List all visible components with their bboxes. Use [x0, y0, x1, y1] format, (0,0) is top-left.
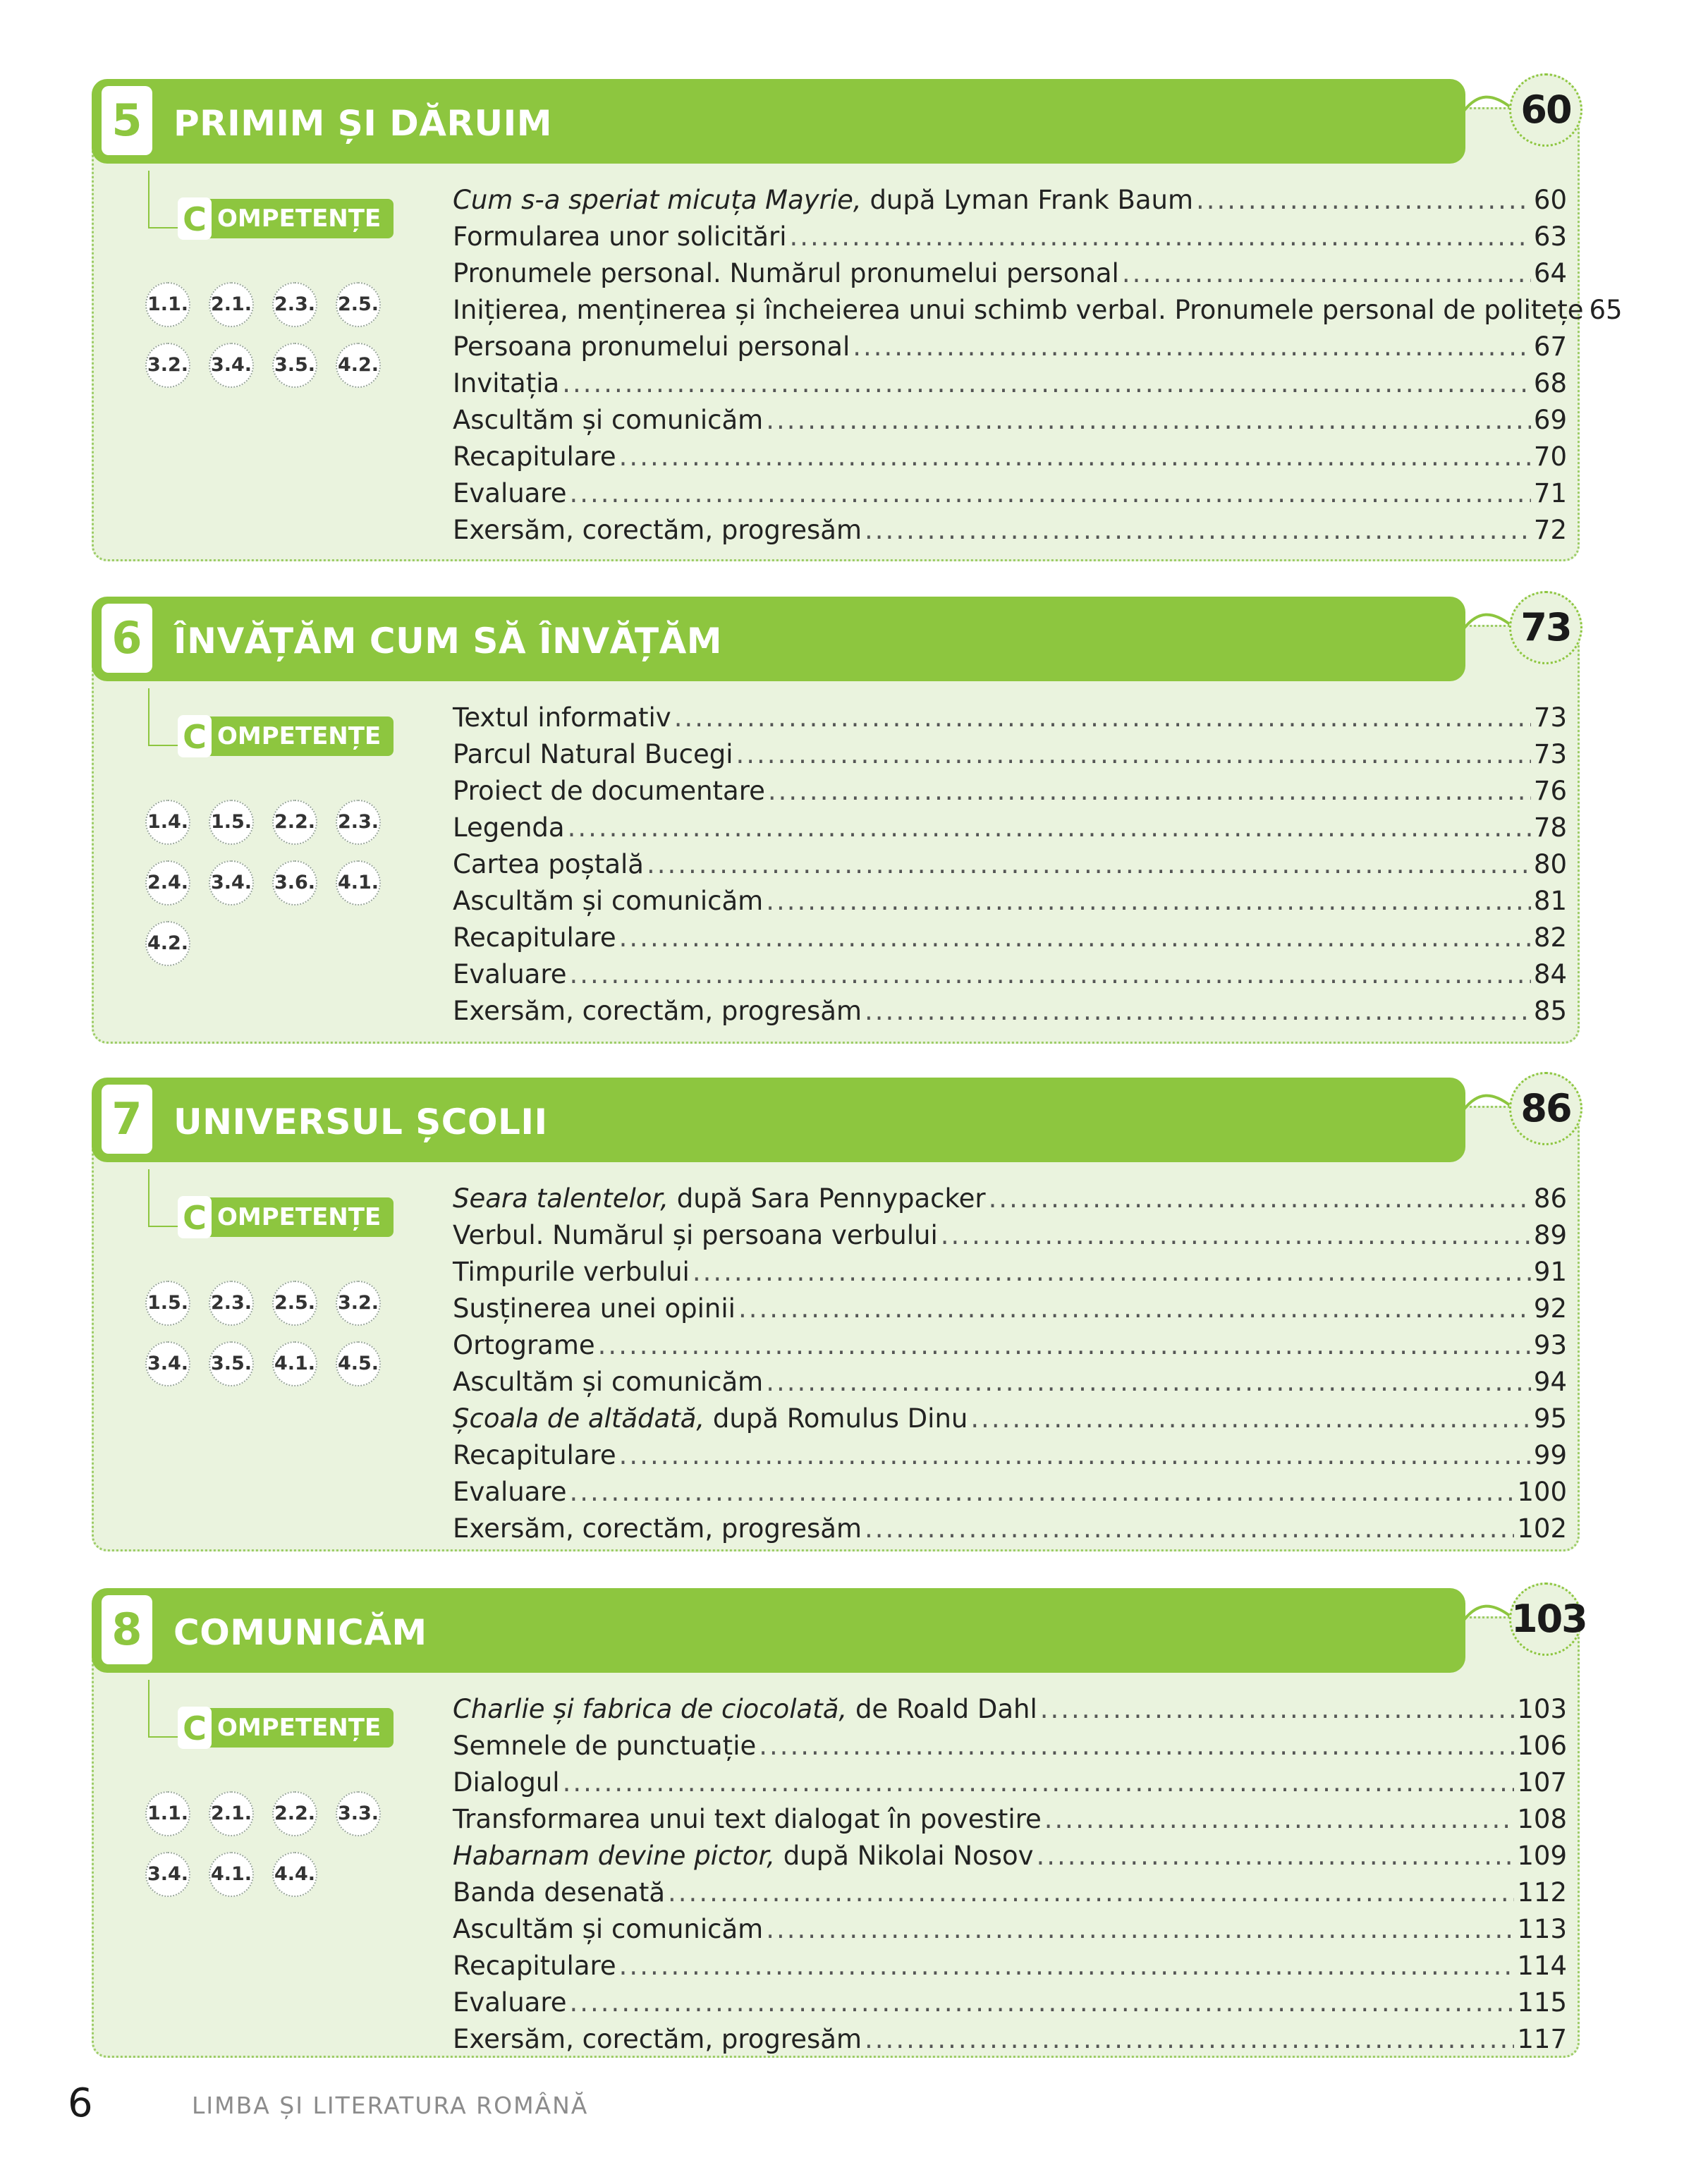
competences-label: OMPETENȚE [178, 716, 394, 756]
toc-entry-page: 92 [1533, 1293, 1567, 1324]
toc-leader-dots [568, 810, 1531, 846]
toc-entry-title [453, 512, 862, 549]
unit-number: 5 [102, 86, 152, 155]
unit-section [92, 1078, 1580, 1551]
toc-leader-dots [1040, 1691, 1515, 1728]
competences-bracket [148, 171, 181, 228]
toc-entry-title [453, 475, 567, 512]
unit-title: PRIMIM ȘI DĂRUIM [173, 103, 552, 144]
competence-code: 3.4. [145, 1341, 190, 1386]
toc-entry-text: Persoana pronumelui personal [453, 331, 850, 362]
toc-entry-page: 73 [1533, 739, 1567, 769]
toc-leader-dots [693, 1254, 1531, 1291]
toc-entry[interactable] [453, 402, 1567, 439]
toc-entry-work-title: Cum s-a speriat micuța Mayrie, [453, 185, 862, 215]
toc-entry-title [453, 1364, 763, 1401]
toc-entry-text: Exersăm, corectăm, progresăm [453, 1513, 862, 1544]
toc-entry[interactable] [453, 773, 1567, 810]
competence-codes [145, 800, 399, 966]
toc-entry-title [453, 1401, 968, 1437]
competence-codes [145, 1281, 399, 1386]
unit-number: 8 [102, 1595, 152, 1664]
toc-entry-page: 70 [1533, 441, 1567, 472]
competence-code: 2.4. [145, 860, 190, 905]
toc-entry-page: 71 [1533, 478, 1567, 508]
toc-entry-title [453, 1181, 986, 1217]
toc-entry-text: Proiect de documentare [453, 776, 765, 806]
toc-entry-text: Cartea poștală [453, 849, 644, 879]
toc-entry[interactable] [453, 1217, 1567, 1254]
toc-entry-title [453, 993, 862, 1030]
toc-entry-text: Ascultăm și comunicăm [453, 1914, 764, 1944]
toc-entry-text: de Roald Dahl [847, 1694, 1037, 1724]
toc-entry-page: 91 [1533, 1257, 1567, 1287]
unit-start-page: 73 [1509, 591, 1582, 664]
competence-code: 3.6. [272, 860, 317, 905]
toc-entry[interactable] [453, 182, 1567, 219]
toc-leader-dots [619, 1948, 1515, 1984]
competences-heading [148, 1708, 388, 1750]
toc-entry[interactable] [453, 810, 1567, 846]
toc-entry-title [453, 402, 763, 439]
competence-code: 4.1. [336, 860, 381, 905]
toc-entry-page: 109 [1517, 1841, 1567, 1871]
toc-entry[interactable] [453, 219, 1567, 255]
competence-code: 2.5. [336, 282, 381, 327]
toc-entry-page: 102 [1517, 1513, 1567, 1544]
toc-entry-text: Ortograme [453, 1330, 595, 1360]
toc-entry-title [453, 1691, 1037, 1728]
toc-entry[interactable] [453, 512, 1567, 549]
toc-leader-dots [865, 2021, 1514, 2058]
toc-entry-title [453, 1254, 690, 1291]
toc-entry-title [453, 219, 786, 255]
toc-entry-title [453, 1217, 938, 1254]
competences-label: OMPETENȚE [178, 199, 394, 238]
toc-entry-title [453, 810, 565, 846]
competences-label: OMPETENȚE [178, 1708, 394, 1748]
toc-entry[interactable] [453, 1984, 1567, 2021]
competences-initial: C [178, 197, 212, 240]
toc-entry[interactable] [453, 1728, 1567, 1764]
toc-entry-title [453, 1291, 736, 1327]
competences-initial: C [178, 1707, 212, 1749]
competences-initial: C [178, 715, 212, 757]
toc-entry-work-title: Habarnam devine pictor, [453, 1841, 776, 1871]
competence-code: 3.2. [336, 1281, 381, 1326]
toc-entry[interactable] [453, 1511, 1567, 1547]
toc-entry-title [453, 1437, 616, 1474]
competence-code: 2.3. [272, 282, 317, 327]
toc-leader-dots [619, 1437, 1531, 1474]
toc-entry-page: 72 [1533, 515, 1567, 545]
toc-entry-title [453, 956, 567, 993]
toc-entry-page: 68 [1533, 368, 1567, 398]
competence-code: 3.2. [145, 343, 190, 388]
competences-heading [148, 199, 388, 241]
toc-entry-text: Recapitulare [453, 1951, 616, 1981]
footer-page-number: 6 [68, 2080, 93, 2126]
toc-entry-title [453, 1874, 665, 1911]
toc-leader-dots [865, 993, 1531, 1030]
toc-entry-page: 63 [1533, 221, 1567, 252]
toc-entry-text: Verbul. Numărul și persoana verbului [453, 1220, 938, 1250]
toc-entry-title [453, 1911, 763, 1948]
toc-entry[interactable] [453, 329, 1567, 365]
toc-entry-page: 65 [1589, 295, 1623, 325]
toc-entry-text: Ascultăm și comunicăm [453, 1367, 764, 1397]
toc-entry-text: după Lyman Frank Baum [861, 185, 1194, 215]
toc-entry-page: 117 [1517, 2024, 1567, 2054]
toc-entry[interactable] [453, 1948, 1567, 1984]
toc-leader-dots [768, 773, 1531, 810]
toc-entry-text: Invitația [453, 368, 560, 398]
toc-entry-title [453, 736, 733, 773]
toc-leader-dots [1196, 182, 1531, 219]
competence-code: 4.2. [145, 921, 190, 966]
toc-entry[interactable] [453, 1838, 1567, 1874]
toc-entry[interactable] [453, 255, 1567, 292]
toc-entry-title [453, 2021, 862, 2058]
toc-leader-dots [759, 1728, 1514, 1764]
toc-entry[interactable] [453, 1801, 1567, 1838]
competence-code: 4.1. [272, 1341, 317, 1386]
toc-entry[interactable] [453, 439, 1567, 475]
toc-entry-title [453, 292, 1584, 329]
unit-section [92, 1588, 1587, 2058]
toc-entry-page: 81 [1533, 886, 1567, 916]
toc-entry-text: Evaluare [453, 1477, 567, 1507]
toc-leader-dots [766, 402, 1531, 439]
toc-entry[interactable] [453, 1911, 1567, 1948]
toc-entry-text: Dialogul [453, 1767, 560, 1798]
toc-entry-page: 108 [1517, 1804, 1567, 1834]
toc-entry-page: 69 [1533, 405, 1567, 435]
toc-entry[interactable] [453, 736, 1567, 773]
unit-header [92, 1588, 1465, 1673]
toc-entry-page: 114 [1517, 1951, 1567, 1981]
competence-code: 3.4. [209, 860, 254, 905]
toc-entry-page: 100 [1517, 1477, 1567, 1507]
toc-leader-dots [563, 1764, 1515, 1801]
toc-entry-page: 107 [1517, 1767, 1567, 1798]
competence-code: 3.5. [209, 1341, 254, 1386]
toc-entry[interactable] [453, 292, 1623, 329]
unit-number: 6 [102, 604, 152, 673]
toc-entry[interactable] [453, 700, 1567, 736]
toc-leader-dots [619, 439, 1531, 475]
competence-code: 4.1. [209, 1852, 254, 1897]
toc-entry-text: Pronumele personal. Numărul pronumelui personal [453, 258, 1119, 288]
toc-entry[interactable] [453, 1437, 1567, 1474]
toc-entry-text: Formularea unor solicitări [453, 221, 787, 252]
unit-header [92, 597, 1465, 681]
competence-code: 3.4. [209, 343, 254, 388]
competences-initial: C [178, 1196, 212, 1238]
toc-entry-text: Recapitulare [453, 922, 616, 953]
toc-entry[interactable] [453, 1474, 1567, 1511]
competence-code: 1.4. [145, 800, 190, 845]
toc-entry[interactable] [453, 956, 1567, 993]
toc-entry[interactable] [453, 2021, 1567, 2058]
toc-leader-dots [1036, 1838, 1514, 1874]
toc-entry-page: 94 [1533, 1367, 1567, 1397]
toc-entry-page: 95 [1533, 1403, 1567, 1434]
competence-code: 2.2. [272, 1791, 317, 1836]
competence-code: 1.5. [145, 1281, 190, 1326]
toc-entry-page: 103 [1517, 1694, 1567, 1724]
toc-entry-page: 73 [1533, 702, 1567, 733]
toc-entry-page: 112 [1517, 1877, 1567, 1908]
toc-entry-text: Evaluare [453, 1987, 567, 2018]
competences-heading [148, 1197, 388, 1240]
toc-entry-page: 84 [1533, 959, 1567, 989]
unit-section [92, 79, 1623, 561]
unit-title: UNIVERSUL ȘCOLII [173, 1102, 548, 1142]
competence-codes [145, 1791, 399, 1897]
toc-entry-page: 86 [1533, 1183, 1567, 1214]
toc-entry[interactable] [453, 1291, 1567, 1327]
toc-entry-title [453, 329, 850, 365]
toc-leader-dots [853, 329, 1531, 365]
toc-entry[interactable] [453, 365, 1567, 402]
toc-leader-dots [766, 883, 1531, 920]
toc-entry[interactable] [453, 1364, 1567, 1401]
toc-entry-text: Exersăm, corectăm, progresăm [453, 996, 862, 1026]
toc-leader-dots [865, 1511, 1514, 1547]
unit-title: COMUNICĂM [173, 1612, 427, 1653]
competence-code: 3.3. [336, 1791, 381, 1836]
toc-leader-dots [865, 512, 1531, 549]
toc-entry-text: Textul informativ [453, 702, 671, 733]
toc-entry[interactable] [453, 920, 1567, 956]
toc-leader-dots [1122, 255, 1531, 292]
toc-entry-text: Banda desenată [453, 1877, 666, 1908]
toc-leader-dots [674, 700, 1531, 736]
competences-bracket [148, 688, 181, 746]
toc-entry[interactable] [453, 475, 1567, 512]
competence-code: 1.1. [145, 282, 190, 327]
toc-entry-text: după Romulus Dinu [704, 1403, 968, 1434]
toc-entry-page: 60 [1533, 185, 1567, 215]
competence-code: 2.3. [336, 800, 381, 845]
toc-entry[interactable] [453, 1181, 1567, 1217]
toc-leader-dots [570, 956, 1531, 993]
unit-start-page: 86 [1509, 1072, 1582, 1145]
toc-entry[interactable] [453, 993, 1567, 1030]
toc-entry-title [453, 1327, 595, 1364]
toc-entry-text: Timpurile verbului [453, 1257, 690, 1287]
toc-entry-title [453, 846, 644, 883]
toc-entry-title [453, 1511, 862, 1547]
toc-entry-title [453, 920, 616, 956]
toc-entry-text: Parcul Natural Bucegi [453, 739, 733, 769]
toc-leader-dots [570, 1984, 1515, 2021]
competence-code: 4.4. [272, 1852, 317, 1897]
toc-entry-page: 80 [1533, 849, 1567, 879]
toc-entry-page: 89 [1533, 1220, 1567, 1250]
unit-start-page: 60 [1509, 73, 1582, 147]
competence-code: 3.4. [145, 1852, 190, 1897]
competence-code: 2.1. [209, 1791, 254, 1836]
competence-code: 3.5. [272, 343, 317, 388]
competence-code: 4.5. [336, 1341, 381, 1386]
toc-entry-title [453, 883, 763, 920]
toc-leader-dots [970, 1401, 1531, 1437]
toc-entry[interactable] [453, 1401, 1567, 1437]
toc-entry-text: după Sara Pennypacker [669, 1183, 986, 1214]
toc-entry-work-title: Charlie și fabrica de ciocolată, [453, 1694, 848, 1724]
toc-entry-title [453, 1984, 567, 2021]
toc-leader-dots [1044, 1801, 1515, 1838]
toc-entry-text: după Nikolai Nosov [775, 1841, 1034, 1871]
competence-code: 2.2. [272, 800, 317, 845]
toc-entry-text: Inițierea, menținerea și încheierea unui schimb verbal. Pronumele personal de politețe [453, 295, 1584, 325]
toc-entry-page: 76 [1533, 776, 1567, 806]
unit-header [92, 1078, 1465, 1162]
toc-leader-dots [989, 1181, 1531, 1217]
toc-leader-dots [598, 1327, 1531, 1364]
competences-heading [148, 716, 388, 759]
unit-section [92, 597, 1580, 1044]
unit-start-page: 103 [1509, 1582, 1582, 1656]
competence-code: 2.1. [209, 282, 254, 327]
toc-leader-dots [941, 1217, 1531, 1254]
toc-leader-dots [619, 920, 1531, 956]
toc-entry-text: Recapitulare [453, 441, 616, 472]
toc-entry-page: 67 [1533, 331, 1567, 362]
unit-title: ÎNVĂȚĂM CUM SĂ ÎNVĂȚĂM [173, 621, 723, 661]
toc-list [453, 1691, 1567, 2058]
toc-entry-text: Recapitulare [453, 1440, 616, 1470]
toc-entry-title [453, 773, 765, 810]
toc-entry-title [453, 255, 1119, 292]
footer-book-title: LIMBA ȘI LITERATURA ROMÂNĂ [192, 2092, 589, 2119]
toc-leader-dots [570, 475, 1531, 512]
toc-list [453, 182, 1623, 549]
toc-entry-title [453, 182, 1193, 219]
toc-leader-dots [789, 219, 1530, 255]
toc-entry-work-title: Școala de altădată, [453, 1403, 705, 1434]
competences-bracket [148, 1680, 181, 1738]
toc-entry-text: Evaluare [453, 959, 567, 989]
toc-list [453, 1181, 1567, 1547]
toc-entry[interactable] [453, 1874, 1567, 1911]
toc-entry-title [453, 1474, 567, 1511]
toc-entry-work-title: Seara talentelor, [453, 1183, 669, 1214]
toc-entry[interactable] [453, 846, 1567, 883]
competence-code: 4.2. [336, 343, 381, 388]
toc-entry-page: 78 [1533, 812, 1567, 843]
toc-entry-text: Transformarea unui text dialogat în povestire [453, 1804, 1042, 1834]
toc-entry-text: Legenda [453, 812, 565, 843]
toc-entry-title [453, 1948, 616, 1984]
toc-entry[interactable] [453, 883, 1567, 920]
toc-entry-text: Ascultăm și comunicăm [453, 886, 764, 916]
competence-code: 1.5. [209, 800, 254, 845]
competence-code: 1.1. [145, 1791, 190, 1836]
toc-entry-page: 85 [1533, 996, 1567, 1026]
toc-entry-page: 113 [1517, 1914, 1567, 1944]
toc-entry[interactable] [453, 1327, 1567, 1364]
toc-entry-text: Evaluare [453, 478, 567, 508]
toc-leader-dots [766, 1364, 1531, 1401]
toc-entry-page: 106 [1517, 1731, 1567, 1761]
competence-codes [145, 282, 399, 388]
toc-leader-dots [738, 1291, 1531, 1327]
toc-leader-dots [766, 1911, 1514, 1948]
toc-entry[interactable] [453, 1691, 1567, 1728]
toc-entry-page: 64 [1533, 258, 1567, 288]
toc-leader-dots [647, 846, 1531, 883]
toc-entry-text: Susținerea unei opinii [453, 1293, 736, 1324]
toc-entry-title [453, 1764, 560, 1801]
toc-entry-text: Ascultăm și comunicăm [453, 405, 764, 435]
unit-number: 7 [102, 1085, 152, 1154]
toc-entry-page: 115 [1517, 1987, 1567, 2018]
toc-entry-title [453, 700, 671, 736]
toc-leader-dots [668, 1874, 1514, 1911]
toc-entry[interactable] [453, 1764, 1567, 1801]
toc-entry-text: Exersăm, corectăm, progresăm [453, 515, 862, 545]
competence-code: 2.5. [272, 1281, 317, 1326]
toc-entry-title [453, 1838, 1033, 1874]
toc-entry-title [453, 1728, 756, 1764]
competence-code: 2.3. [209, 1281, 254, 1326]
toc-entry[interactable] [453, 1254, 1567, 1291]
toc-entry-title [453, 365, 559, 402]
toc-entry-page: 93 [1533, 1330, 1567, 1360]
toc-entry-title [453, 1801, 1042, 1838]
unit-header [92, 79, 1465, 164]
toc-entry-text: Semnele de punctuație [453, 1731, 757, 1761]
competences-label: OMPETENȚE [178, 1197, 394, 1237]
toc-leader-dots [736, 736, 1531, 773]
toc-leader-dots [570, 1474, 1515, 1511]
toc-entry-page: 82 [1533, 922, 1567, 953]
toc-entry-page: 99 [1533, 1440, 1567, 1470]
toc-entry-text: Exersăm, corectăm, progresăm [453, 2024, 862, 2054]
toc-list [453, 700, 1567, 1030]
competences-bracket [148, 1169, 181, 1227]
toc-entry-title [453, 439, 616, 475]
toc-leader-dots [562, 365, 1531, 402]
